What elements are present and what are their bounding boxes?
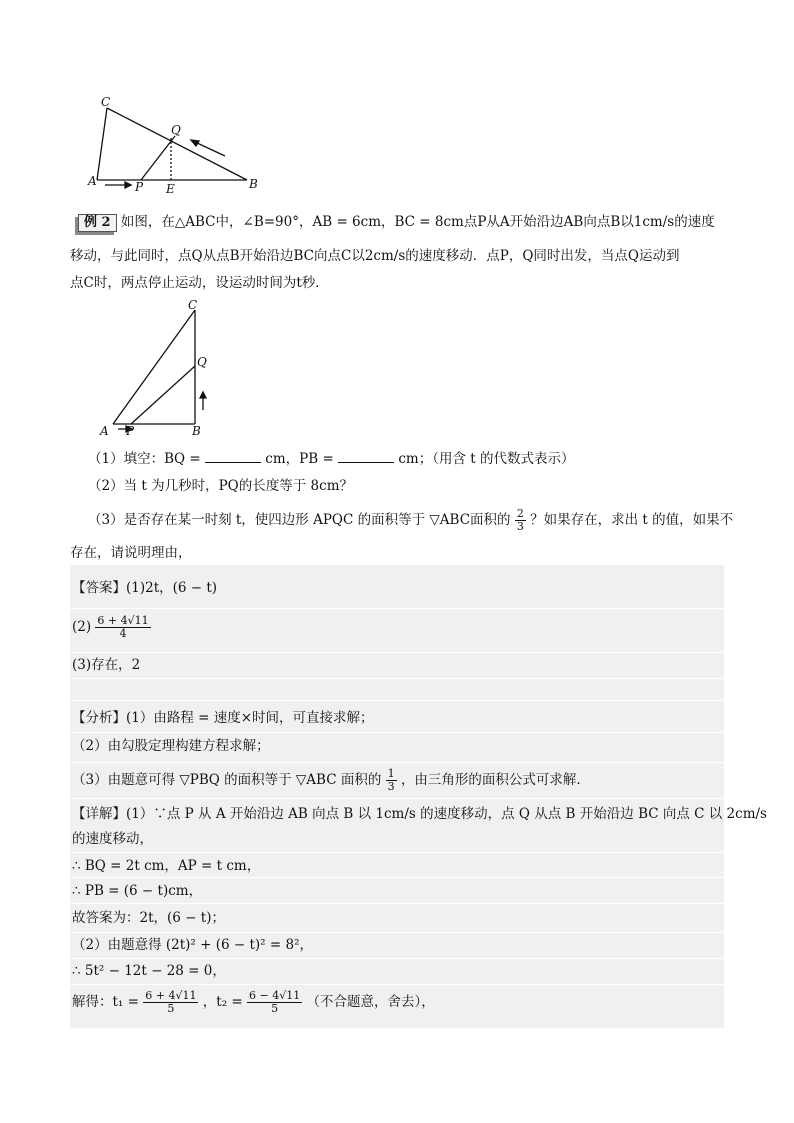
detail-8-fraction-2: $\frac{6 - 4√11}{5}$ [249, 989, 301, 1015]
analysis-3-text-a: （3）由题意可得 ▽PBQ 的面积等于 ▽ABC 面积的 [72, 772, 382, 788]
answer-2-fraction: $\frac{6 + 4√11}{4}$ [97, 614, 149, 640]
q1-text-c: cm；（用含 t 的代数式表示） [398, 451, 575, 467]
detail-8 [72, 990, 435, 1015]
fig2-label-c: C [188, 298, 198, 312]
answer-2-prefix: (2) [72, 619, 92, 635]
q3-text-b: ？如果存在，求出 t 的值，如果不 [530, 512, 734, 528]
analysis-3-text-b: ，由三角形的面积公式可求解． [400, 772, 590, 788]
detail-4: ∴ PB = (6 − t)cm， [72, 883, 203, 899]
q1-text-b: cm，PB = [265, 451, 334, 467]
example-line-1 [78, 212, 715, 232]
detail-8-text-b: ，t₂ = [202, 994, 243, 1010]
fig1-label-e: E [166, 182, 175, 196]
analysis-3 [72, 768, 590, 793]
answer-1: 【答案】(1)2t，(6 − t) [72, 580, 218, 596]
q3-fraction: $\frac{2}{3}$ [516, 507, 524, 533]
detail-2: 的速度移动， [72, 831, 153, 847]
q1-blank-2 [338, 448, 394, 463]
detail-7: ∴ 5t² − 12t − 28 = 0， [72, 963, 226, 979]
fig1-label-q: Q [171, 123, 181, 137]
example-text-1: 如图，在△ABC中，∠B=90°，AB = 6cm，BC = 8cm点P从A开始沿边AB向点B以1cm/s的速度 [120, 214, 715, 230]
analysis-1: 【分析】(1）由路程 = 速度×时间，可直接求解； [72, 710, 374, 726]
detail-5: 故答案为：2t，(6 − t)； [72, 910, 225, 926]
answer-3: (3)存在，2 [72, 657, 141, 673]
q3-text-a: （3）是否存在某一时刻 t，使四边形 APQC 的面积等于 ▽ABC面积的 [88, 512, 511, 528]
question-2: （2）当 t 为几秒时，PQ的长度等于 8cm？ [88, 478, 353, 494]
detail-8-fraction-1: $\frac{6 + 4√11}{5}$ [145, 989, 197, 1015]
analysis-3-fraction: $\frac{1}{3}$ [387, 767, 395, 793]
example-tag: 例 2 [78, 214, 117, 232]
answer-2 [72, 615, 151, 640]
question-3-cont: 存在，请说明理由， [70, 545, 192, 561]
detail-1: 【详解】(1）∵点 P 从 A 开始沿边 AB 向点 B 以 1cm/s 的速度移动，点 Q 从点 B 开始沿边 BC 向点 C 以 2cm/s [72, 806, 767, 822]
example-line-2: 移动，与此同时，点Q从点B开始沿边BC向点C以2cm/s的速度移动．点P，Q同时出发，当点Q运动到 [70, 248, 680, 264]
fig2-label-a: A [100, 424, 109, 438]
question-1 [88, 448, 574, 469]
q1-text-a: （1）填空：BQ = [88, 451, 201, 467]
fig1-label-c: C [101, 95, 111, 109]
fig1-label-a: A [88, 174, 97, 188]
fig2-label-q: Q [197, 355, 207, 369]
fig2-label-p: P [126, 424, 135, 438]
analysis-2: （2）由勾股定理构建方程求解； [72, 738, 270, 754]
detail-3: ∴ BQ = 2t cm，AP = t cm， [72, 858, 261, 874]
figure-2-diagram [96, 298, 226, 440]
detail-6: （2）由题意得 (2t)² + (6 − t)² = 8²， [72, 937, 313, 953]
figure-1-diagram [85, 92, 275, 197]
question-3 [88, 508, 733, 533]
example-line-3: 点C时，两点停止运动，设运动时间为t秒． [70, 275, 329, 291]
fig1-label-p: P [135, 180, 144, 194]
detail-8-text-c: （不合题意，舍去）， [306, 994, 435, 1010]
fig2-label-b: B [192, 424, 201, 438]
q1-blank-1 [205, 448, 261, 463]
detail-8-text-a: 解得：t₁ = [72, 994, 139, 1010]
fig1-label-b: B [249, 177, 258, 191]
